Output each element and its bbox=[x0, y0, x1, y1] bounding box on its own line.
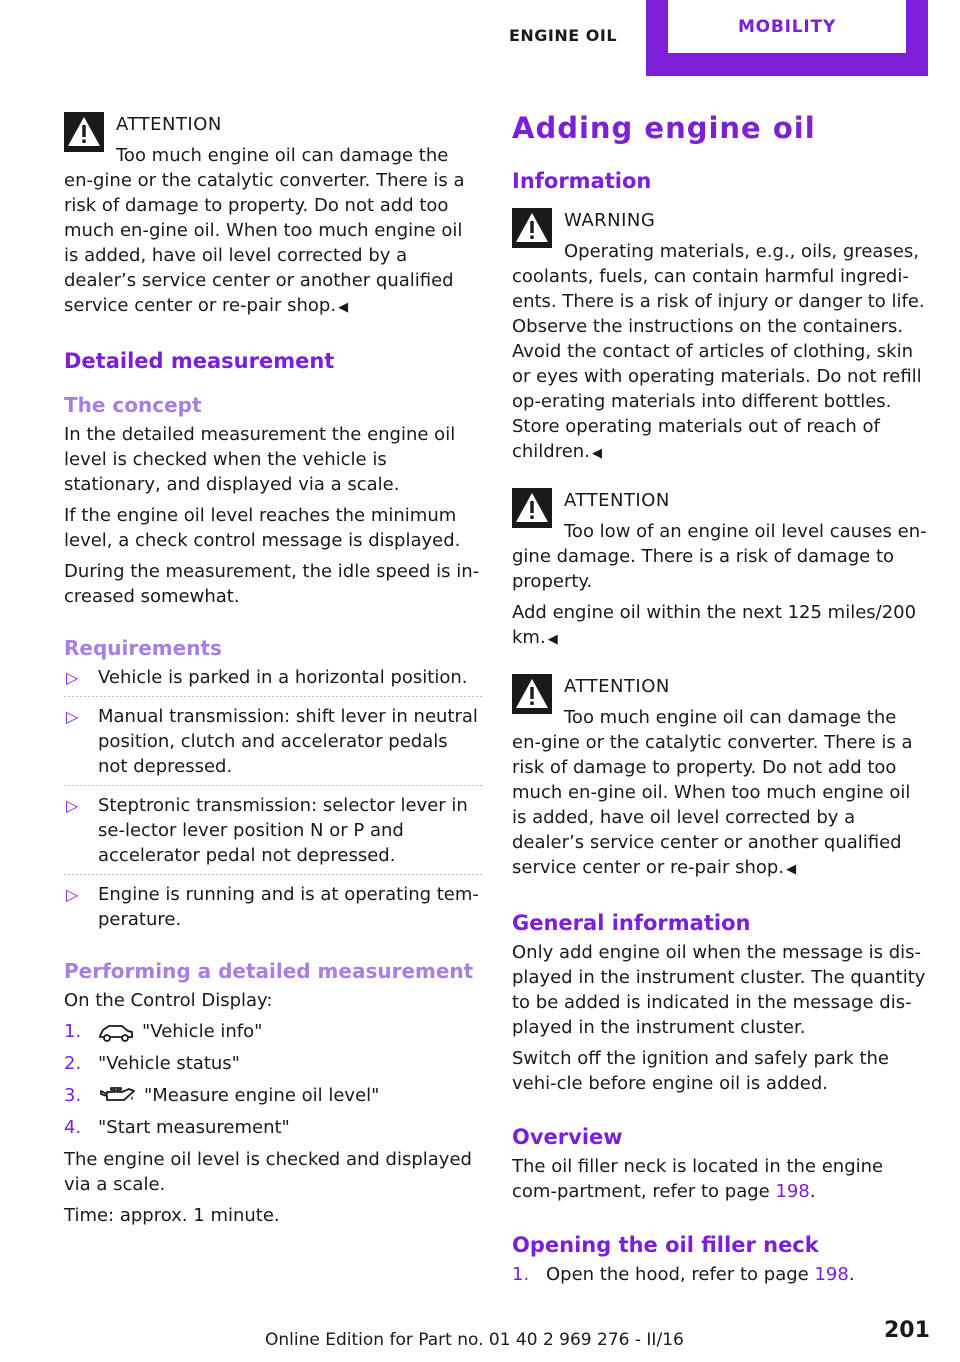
warning-triangle-icon bbox=[512, 488, 552, 528]
information-heading: Information bbox=[512, 169, 652, 193]
bullet-icon: ▷ bbox=[66, 668, 79, 687]
list-item bbox=[512, 1262, 930, 1287]
general-paragraph-1: Only add engine oil when the message is dis-played in the instrument cluster. The quantity to be added is indicated in the message dis-played in the instrument cluster. bbox=[512, 942, 926, 1038]
attention-title: ATTENTION bbox=[564, 676, 670, 697]
oil-can-icon bbox=[98, 1085, 136, 1107]
page-number: 201 bbox=[884, 1318, 930, 1343]
performing-intro: On the Control Display: bbox=[64, 990, 273, 1011]
general-paragraph-2: Switch off the ignition and safely park the vehi-cle before engine oil is added. bbox=[512, 1048, 889, 1094]
step-number: 1. bbox=[512, 1264, 530, 1285]
list-item-text: Engine is running and is at operating tem-perature. bbox=[98, 884, 479, 930]
list-item-text: Steptronic transmission: selector lever in se-lector lever position N or P and accelerator pedal not depressed. bbox=[98, 795, 468, 866]
step-text: "Measure engine oil level" bbox=[144, 1085, 380, 1106]
performing-paragraph-1: The engine oil level is checked and displayed via a scale. bbox=[64, 1149, 472, 1195]
overview-suffix: . bbox=[809, 1181, 816, 1202]
header-section-label: ENGINE OIL bbox=[508, 26, 618, 45]
attention-title: ATTENTION bbox=[564, 490, 670, 511]
list-item bbox=[64, 1051, 482, 1076]
step-number: 3. bbox=[64, 1085, 82, 1106]
step-number: 4. bbox=[64, 1117, 82, 1138]
divider bbox=[64, 785, 482, 786]
page-title: Adding engine oil bbox=[512, 111, 816, 145]
warning-title: WARNING bbox=[564, 210, 656, 231]
list-item bbox=[64, 1083, 482, 1108]
list-item bbox=[64, 882, 482, 932]
requirements-heading: Requirements bbox=[64, 636, 222, 660]
bullet-icon: ▷ bbox=[66, 707, 79, 726]
warning-text: Operating materials, e.g., oils, greases, coolants, fuels, can contain harmful ingredi-ents. There is a risk of injury or danger to life. Observe the instructions on the containers. Avoid the contact of articles of clothing, skin or eyes with operating materials. Do not refill op-erating materials into different bottles. Store operating materials out of reach of children. bbox=[512, 241, 925, 462]
list-item-text: Manual transmission: shift lever in neutral position, clutch and accelerator pedals not depressed. bbox=[98, 706, 478, 777]
step-number: 1. bbox=[64, 1021, 82, 1042]
concept-paragraph-3: During the measurement, the idle speed is in-creased somewhat. bbox=[64, 561, 480, 607]
page-link[interactable]: 198 bbox=[814, 1264, 849, 1285]
divider bbox=[64, 696, 482, 697]
warning-triangle-icon bbox=[512, 674, 552, 714]
step-suffix: . bbox=[848, 1264, 855, 1285]
general-information-heading: General information bbox=[512, 911, 751, 935]
end-mark: ◀ bbox=[786, 862, 797, 877]
warning-triangle-icon bbox=[64, 112, 104, 152]
bullet-icon: ▷ bbox=[66, 885, 79, 904]
page-link[interactable]: 198 bbox=[775, 1181, 810, 1202]
warning-box bbox=[512, 204, 930, 466]
overview-text: The oil filler neck is located in the engine com-partment, refer to page bbox=[512, 1156, 884, 1202]
list-item bbox=[64, 1115, 482, 1140]
header-tab bbox=[646, 0, 928, 76]
header-tab-label: MOBILITY bbox=[668, 0, 906, 53]
attention-text: Too low of an engine oil level causes en-gine damage. There is a risk of damage to property. bbox=[512, 521, 927, 592]
attention-text: Too much engine oil can damage the en-gine or the catalytic converter. There is a risk of damage to property. Do not add too much en-gine oil. When too much engine oil is added, have oil level corrected by a dealer’s service center or another qualified service center or re-pair shop. bbox=[64, 145, 465, 316]
footer bbox=[0, 1318, 960, 1348]
step-text: "Vehicle status" bbox=[98, 1053, 240, 1074]
list-item bbox=[64, 1019, 482, 1044]
performing-heading: Performing a detailed measurement bbox=[64, 959, 474, 983]
left-column bbox=[64, 108, 482, 1234]
detailed-measurement-heading: Detailed measurement bbox=[64, 349, 335, 373]
requirements-list bbox=[64, 665, 482, 932]
step-number: 2. bbox=[64, 1053, 82, 1074]
right-column bbox=[512, 108, 930, 1294]
list-item bbox=[64, 704, 482, 786]
end-mark: ◀ bbox=[338, 300, 349, 315]
attention-box bbox=[512, 484, 930, 652]
attention-box bbox=[512, 670, 930, 882]
step-text: Open the hood, refer to page bbox=[546, 1264, 809, 1285]
attention-text-2-content: Add engine oil within the next 125 miles/200 km. bbox=[512, 602, 917, 648]
performing-steps bbox=[64, 1019, 482, 1140]
warning-triangle-icon bbox=[512, 208, 552, 248]
bullet-icon: ▷ bbox=[66, 796, 79, 815]
attention-box bbox=[64, 108, 482, 320]
car-icon bbox=[98, 1021, 134, 1043]
concept-paragraph-2: If the engine oil level reaches the minimum level, a check control message is displayed. bbox=[64, 505, 461, 551]
step-text: "Vehicle info" bbox=[142, 1021, 263, 1042]
attention-title: ATTENTION bbox=[116, 114, 222, 135]
list-item bbox=[64, 665, 482, 697]
end-mark: ◀ bbox=[547, 632, 558, 647]
opening-heading: Opening the oil filler neck bbox=[512, 1233, 819, 1257]
concept-heading: The concept bbox=[64, 393, 202, 417]
list-item bbox=[64, 793, 482, 875]
list-item-text: Vehicle is parked in a horizontal position. bbox=[98, 667, 468, 688]
performing-paragraph-2: Time: approx. 1 minute. bbox=[64, 1205, 280, 1226]
step-text: "Start measurement" bbox=[98, 1117, 290, 1138]
overview-paragraph bbox=[512, 1154, 930, 1204]
overview-heading: Overview bbox=[512, 1125, 623, 1149]
end-mark: ◀ bbox=[591, 446, 602, 461]
divider bbox=[64, 874, 482, 875]
footer-edition: Online Edition for Part no. 01 40 2 969 276 - II/16 bbox=[265, 1330, 684, 1350]
opening-steps bbox=[512, 1262, 930, 1287]
attention-text: Too much engine oil can damage the en-gine or the catalytic converter. There is a risk of damage to property. Do not add too much en-gine oil. When too much engine oil is added, have oil level corrected by a dealer’s service center or another qualified service center or re-pair shop. bbox=[512, 707, 913, 878]
attention-text-2 bbox=[512, 600, 930, 652]
concept-paragraph-1: In the detailed measurement the engine oil level is checked when the vehicle is stationary, and displayed via a scale. bbox=[64, 424, 456, 495]
